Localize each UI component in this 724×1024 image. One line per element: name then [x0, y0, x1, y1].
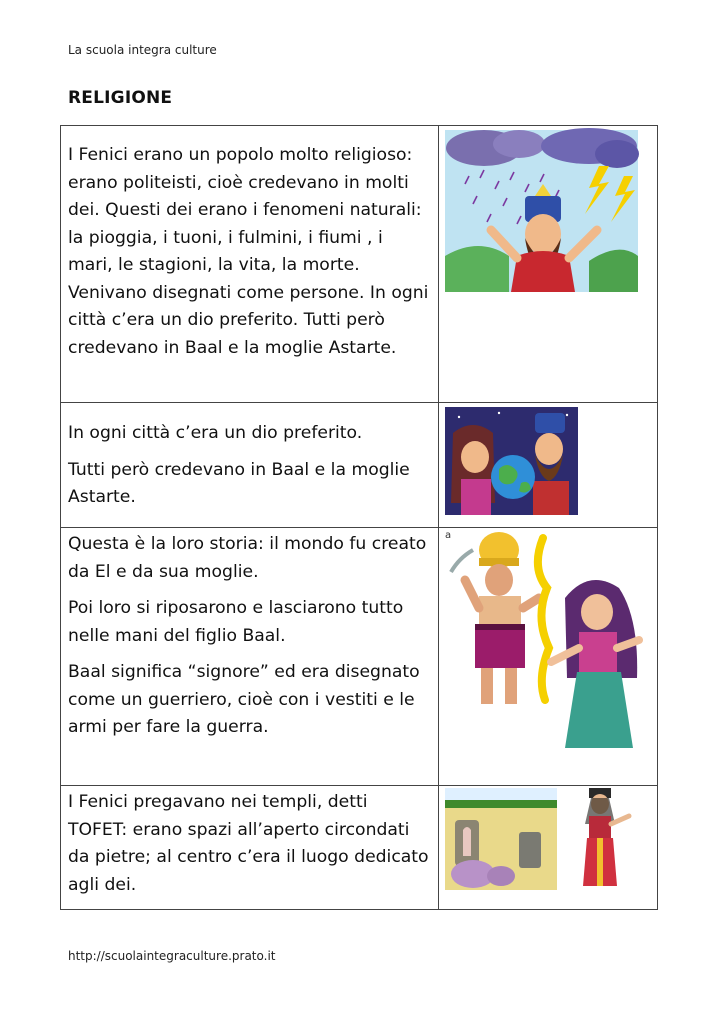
page-footer-url: http://scuolaintegraculture.prato.it	[68, 949, 276, 963]
gods-with-globe-illustration	[439, 403, 657, 527]
content-table	[60, 125, 658, 910]
paragraph: Questa è la loro storia: il mondo fu creato da El e da sua moglie.	[68, 534, 427, 582]
text-cell	[61, 528, 439, 786]
table-row	[61, 403, 658, 528]
paragraph: Tutti però credevano in Baal e la moglie Astarte.	[68, 459, 410, 507]
storm-god-illustration	[439, 126, 657, 402]
image-cell	[439, 786, 658, 910]
paragraph: Poi loro si riposarono e lasciarono tutto nelle mani del figlio Baal.	[68, 598, 404, 646]
text-cell	[61, 403, 439, 528]
page-title: RELIGIONE	[68, 88, 173, 108]
illustration-corner-letter: a	[445, 530, 452, 541]
table-row	[61, 786, 658, 910]
paragraph: I Fenici pregavano nei templi, detti TOFET: erano spazi all’aperto circondati da pietre; al centro c’era il luogo dedicato agli dei.	[68, 792, 429, 895]
paragraph: In ogni città c’era un dio preferito.	[68, 423, 363, 443]
paragraph: Baal significa “signore” ed era disegnato come un guerriero, cioè con i vestiti e le armi per fare la guerra.	[68, 662, 420, 737]
image-cell	[439, 403, 658, 528]
table-row	[61, 528, 658, 786]
image-cell	[439, 126, 658, 403]
baal-warrior-and-astarte-illustration	[439, 528, 657, 785]
paragraph: I Fenici erano un popolo molto religioso: erano politeisti, cioè credevano in molti dei. Questi dei erano i fenomeni naturali: la pioggia, i tuoni, i fulmini, i fiumi , i mari, le stagioni, la vita, la morte. Venivano disegnati come persone. In ogni città c’era un dio preferito. Tutti però credevano in Baal e la moglie Astarte.	[68, 145, 429, 358]
text-cell	[61, 786, 439, 910]
tofet-temple-and-priestess-illustration	[439, 786, 657, 909]
table-row	[61, 126, 658, 403]
page-header: La scuola integra culture	[68, 43, 217, 57]
text-cell	[61, 126, 439, 403]
image-cell	[439, 528, 658, 786]
